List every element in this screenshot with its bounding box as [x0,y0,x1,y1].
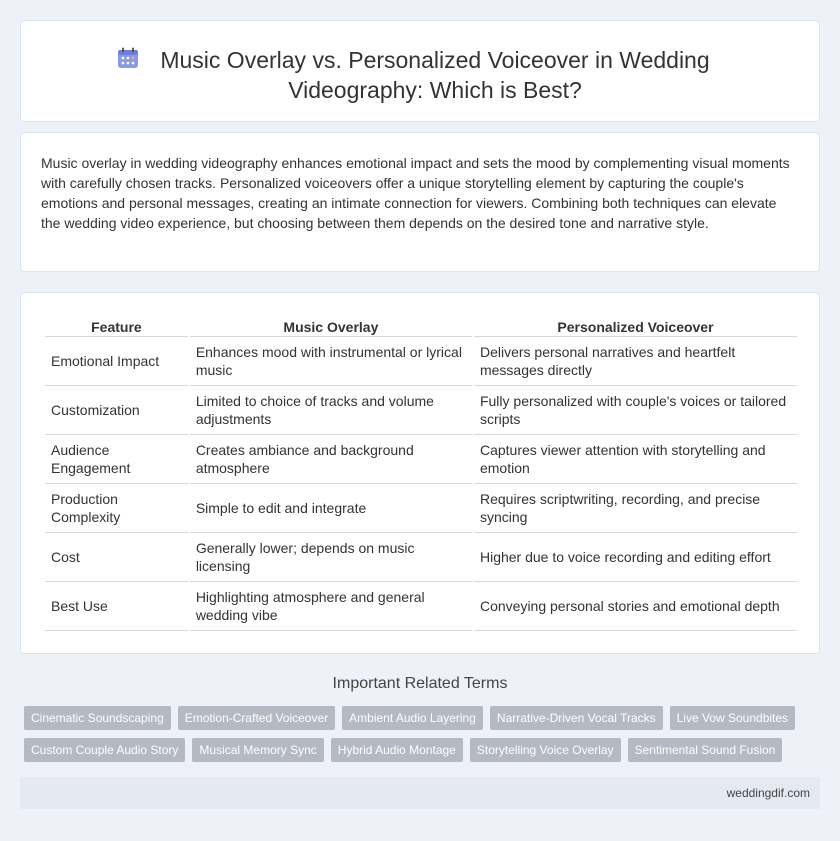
row-feature: Production Complexity [45,484,188,533]
row-voiceover: Fully personalized with couple's voices or tailored scripts [474,386,797,435]
related-term-tag[interactable]: Storytelling Voice Overlay [470,738,621,762]
row-music-overlay: Limited to choice of tracks and volume adjustments [190,386,472,435]
row-feature: Customization [45,386,188,435]
intro-paragraph: Music overlay in wedding videography enhances emotional impact and sets the mood by complementing visual moments with carefully chosen tracks. Personalized voiceovers offer a unique storytelling element by capturing the couple's emotions and personal messages, creating an intimate connection for viewers. Combining both techniques can elevate the wedding video experience, but choosing between them depends on the desired tone and narrative style. [41,155,790,231]
comparison-card [20,292,820,654]
related-term-tag[interactable]: Cinematic Soundscaping [24,706,171,730]
table-row [45,582,797,631]
related-term-tag[interactable]: Narrative-Driven Vocal Tracks [490,706,663,730]
row-feature: Audience Engagement [45,435,188,484]
related-term-tag[interactable]: Hybrid Audio Montage [331,738,463,762]
tag-row [24,706,824,730]
related-term-tag[interactable]: Ambient Audio Layering [342,706,483,730]
related-term-tag[interactable]: Custom Couple Audio Story [24,738,185,762]
table-row [45,337,797,386]
row-music-overlay: Highlighting atmosphere and general wedding vibe [190,582,472,631]
related-term-tag[interactable]: Sentimental Sound Fusion [628,738,783,762]
header-feature: Feature [45,315,188,337]
related-term-tag[interactable]: Live Vow Soundbites [670,706,795,730]
comparison-table [43,315,799,631]
header-music-overlay: Music Overlay [190,315,472,337]
row-voiceover: Requires scriptwriting, recording, and precise syncing [474,484,797,533]
site-credit-link[interactable]: weddingdif.com [726,786,810,800]
row-voiceover: Delivers personal narratives and heartfelt messages directly [474,337,797,386]
tag-row [24,738,824,762]
header-personalized-voiceover: Personalized Voiceover [474,315,797,337]
related-terms-list [24,706,824,770]
row-feature: Emotional Impact [45,337,188,386]
related-term-tag[interactable]: Emotion-Crafted Voiceover [178,706,335,730]
table-row [45,484,797,533]
related-term-tag[interactable]: Musical Memory Sync [192,738,323,762]
table-row [45,435,797,484]
row-voiceover: Higher due to voice recording and editing effort [474,533,797,582]
row-feature: Cost [45,533,188,582]
table-row [45,386,797,435]
footer [20,777,820,809]
related-terms-heading: Important Related Terms [332,675,508,692]
row-voiceover: Captures viewer attention with storytelling and emotion [474,435,797,484]
row-music-overlay: Enhances mood with instrumental or lyrical music [190,337,472,386]
table-row [45,533,797,582]
page-title: Music Overlay vs. Personalized Voiceover in Wedding Videography: Which is Best? [160,47,710,103]
row-music-overlay: Creates ambiance and background atmosphere [190,435,472,484]
title-card [20,20,820,122]
intro-card [20,132,820,272]
table-header-row [45,315,797,337]
row-voiceover: Conveying personal stories and emotional depth [474,582,797,631]
row-music-overlay: Simple to edit and integrate [190,484,472,533]
row-music-overlay: Generally lower; depends on music licensing [190,533,472,582]
row-feature: Best Use [45,582,188,631]
